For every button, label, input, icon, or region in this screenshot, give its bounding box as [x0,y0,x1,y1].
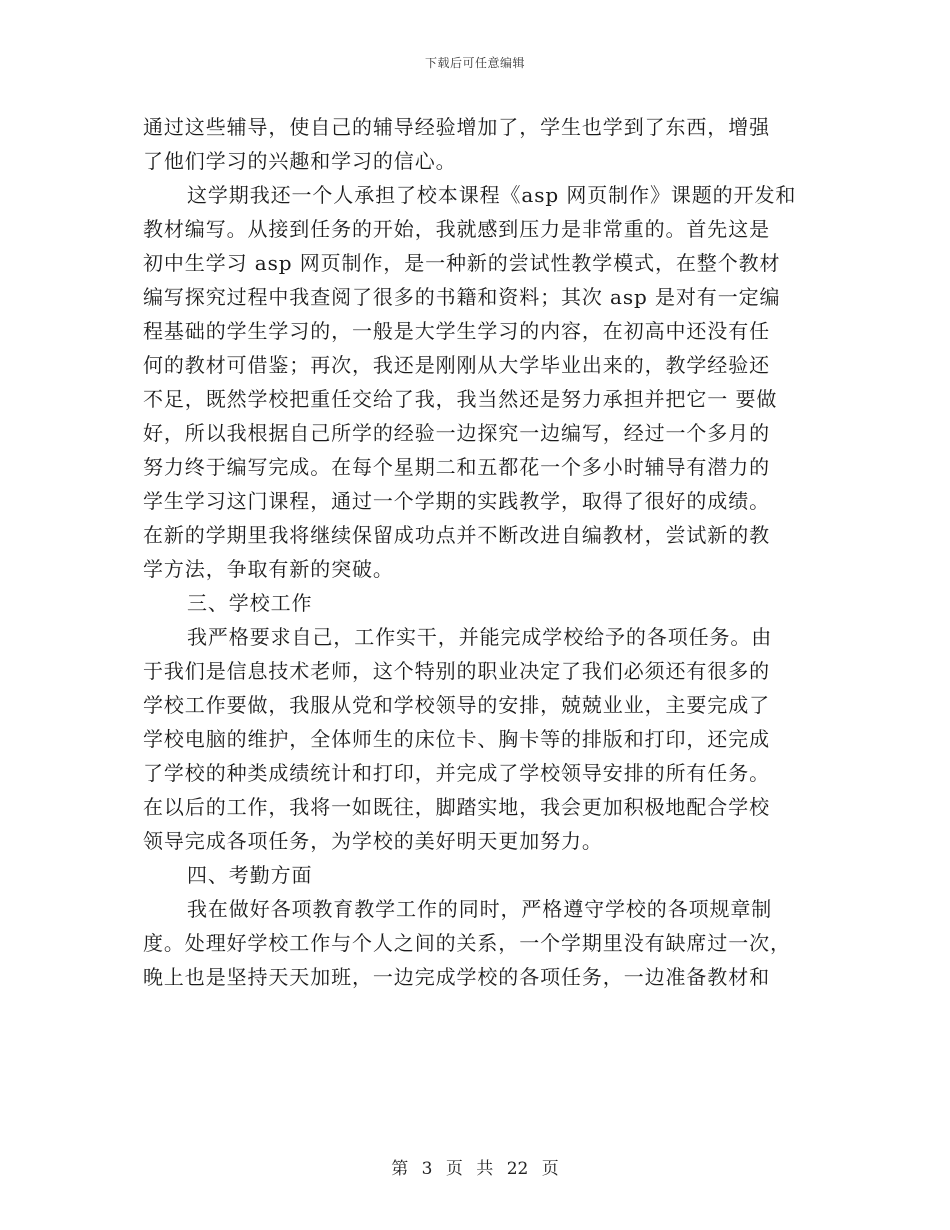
text-line: 了他们学习的兴趣和学习的信心。 [143,149,457,173]
text-line: 领导完成各项任务，为学校的美好明天更加努力。 [143,829,603,853]
footer-label-ye: 页 [445,1159,463,1179]
footer-current-page: 3 [421,1159,433,1179]
text-line: 程基础的学生学习的，一般是大学生学习的内容，在初高中还没有任 [143,319,770,343]
text-line: 初中生学习 asp 网页制作，是一种新的尝试性教学模式，在整个教材 [143,251,781,275]
text-line: 努力终于编写完成。在每个星期二和五都花一个多小时辅导有潜力的 [143,455,770,479]
footer-label-ye2: 页 [541,1159,559,1179]
text-line: 在以后的工作，我将一如既往，脚踏实地，我会更加积极地配合学校 [143,795,770,819]
document-body [143,110,815,994]
text-line: 度。处理好学校工作与个人之间的关系，一个学期里没有缺席过一次， [143,931,791,955]
text-line: 学校电脑的维护，全体师生的床位卡、胸卡等的排版和打印，还完成 [143,727,770,751]
text-line: 学校工作要做，我服从党和学校领导的安排，兢兢业业，主要完成了 [143,693,770,717]
header-note: 下载后可任意编辑 [424,56,525,70]
footer-label-gong: 共 [476,1159,494,1179]
text-line: 何的教材可借鉴；再次，我还是刚刚从大学毕业出来的，教学经验还 [143,353,770,377]
text-line: 了学校的种类成绩统计和打印，并完成了学校领导安排的所有任务。 [143,761,770,785]
text-line: 好，所以我根据自己所学的经验一边探究一边编写，经过一个多月的 [143,421,770,445]
text-line: 编写探究过程中我查阅了很多的书籍和资料；其次 asp 是对有一定编 [143,285,781,309]
text-line: 三、学校工作 [187,591,313,615]
text-line: 在新的学期里我将继续保留成功点并不断改进自编教材，尝试新的教 [143,523,770,547]
text-line: 我严格要求自己，工作实干，并能完成学校给予的各项任务。由 [187,625,773,649]
text-line: 于我们是信息技术老师，这个特别的职业决定了我们必须还有很多的 [143,659,770,683]
text-line: 这学期我还一个人承担了校本课程《asp 网页制作》课题的开发和 [187,183,797,207]
text-line: 学生学习这门课程，通过一个学期的实践教学，取得了很好的成绩。 [143,489,770,513]
footer-label-di: 第 [391,1159,409,1179]
page-footer [0,1154,950,1179]
text-line: 教材编写。从接到任务的开始，我就感到压力是非常重的。首先这是 [143,217,770,241]
text-line: 四、考勤方面 [187,863,313,887]
footer-total-pages: 22 [506,1159,529,1179]
text-line: 我在做好各项教育教学工作的同时，严格遵守学校的各项规章制 [187,897,773,921]
text-line: 学方法，争取有新的突破。 [143,557,394,581]
text-line: 通过这些辅导，使自己的辅导经验增加了，学生也学到了东西，增强 [143,115,770,139]
text-line: 晚上也是坚持天天加班，一边完成学校的各项任务，一边准备教材和 [143,965,770,989]
text-line: 不足，既然学校把重任交给了我，我当然还是努力承担并把它一 要做 [143,387,778,411]
